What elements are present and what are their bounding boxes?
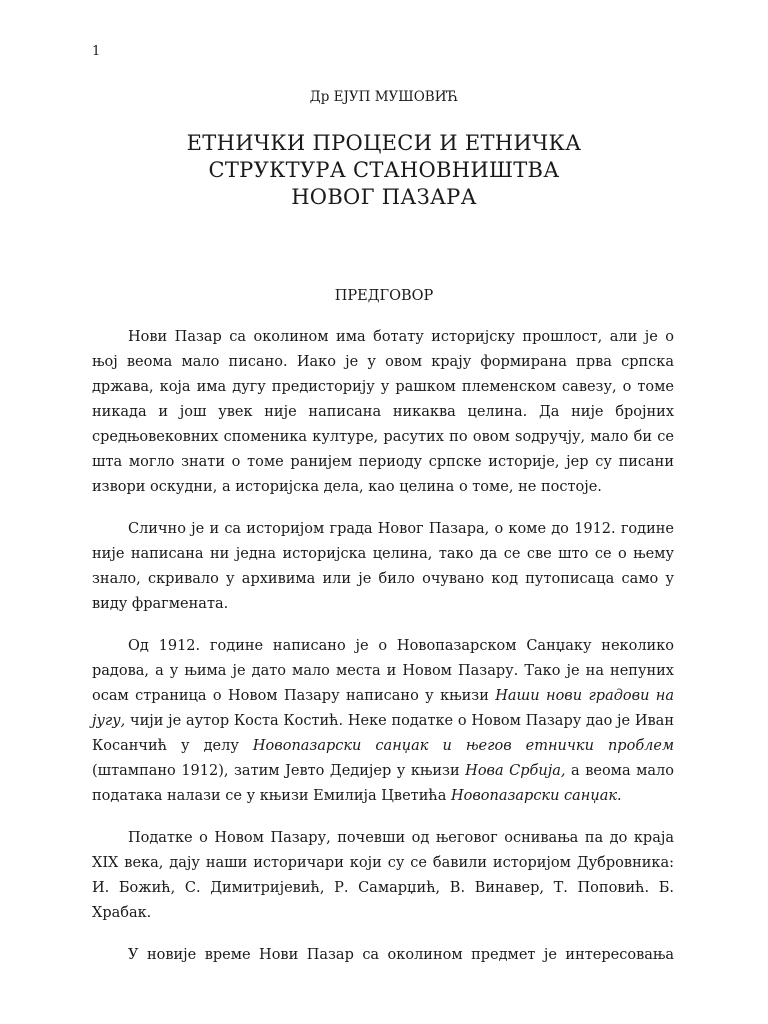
paragraph-text: (штампано 1912), затим Јевто Дедијер у књизи	[92, 763, 466, 779]
paragraph: Нови Пазар са околином има ботату историјску прошлост, али је о њој веома мало писано. Иако је у овом крају формирана прва српска држава, која има дугу предисторију у рашком племенском савезу, о томе никада и још увек није написана никаква целина. Да није бројних средњовековних споменика културе, расутих по овом ѕодручју, мало би се шта могло знати о томе ранијем периоду српске историје, јер су писани извори оскудни, а историјска дела, као целина о томе, не постоје.	[92, 329, 674, 495]
paragraph: У новије време Нови Пазар са околином предмет је интересовања	[128, 947, 674, 963]
author-name: Др ЕЈУП МУШОВИЋ	[309, 89, 459, 105]
book-title: Нова Србија,	[465, 763, 566, 779]
book-title: Наши нови градови на југу,	[92, 688, 674, 729]
paragraph: Податке о Новом Пазару, почевши од његовог оснивања па до краја XIX века, дају наши историчари који су се бавили историјом Дубровника: И. Божић, С. Димитријевић, Р. Самарџић, В. Винавер, Т. Поповић. Б. Храбак.	[92, 830, 674, 921]
section-heading: ПРЕДГОВОР	[334, 288, 434, 304]
book-title: Новопазарски санџак и његов етнички проблем	[252, 738, 674, 754]
paragraph	[92, 634, 674, 809]
paragraph: Слично је и са историјом града Новог Пазара, о коме до 1912. године није написана ни једна историјска целина, тако да се све што се о њему знало, скривало у архивима или је било очувано код путописаца само у виду фрагмената.	[92, 521, 674, 612]
paragraph-text: Од 1912. године написано је о Новопазарском Санџаку неколико радова, а у њима је дато мало места и Новом Пазару. Тако је на непуних осам страница о Новом Пазару написано у књизи	[92, 638, 674, 704]
book-title: Новопазарски санџак.	[450, 788, 622, 804]
title-line: СТРУКТУРА СТАНОВНИШТВА	[208, 158, 560, 182]
body-text	[92, 325, 674, 968]
title-line: НОВОГ ПАЗАРА	[291, 185, 477, 209]
document-title	[0, 130, 768, 211]
paragraph-text: а веома мало података налази се у књизи Емилија Цветића	[92, 763, 675, 804]
title-line: ЕТНИЧКИ ПРОЦЕСИ И ЕТНИЧКА	[186, 131, 582, 155]
paragraph-text: чији је аутор Коста Костић. Неке податке о Новом Пазару дао је Иван Косанчић у делу	[92, 713, 674, 754]
page-number: 1	[92, 44, 101, 59]
